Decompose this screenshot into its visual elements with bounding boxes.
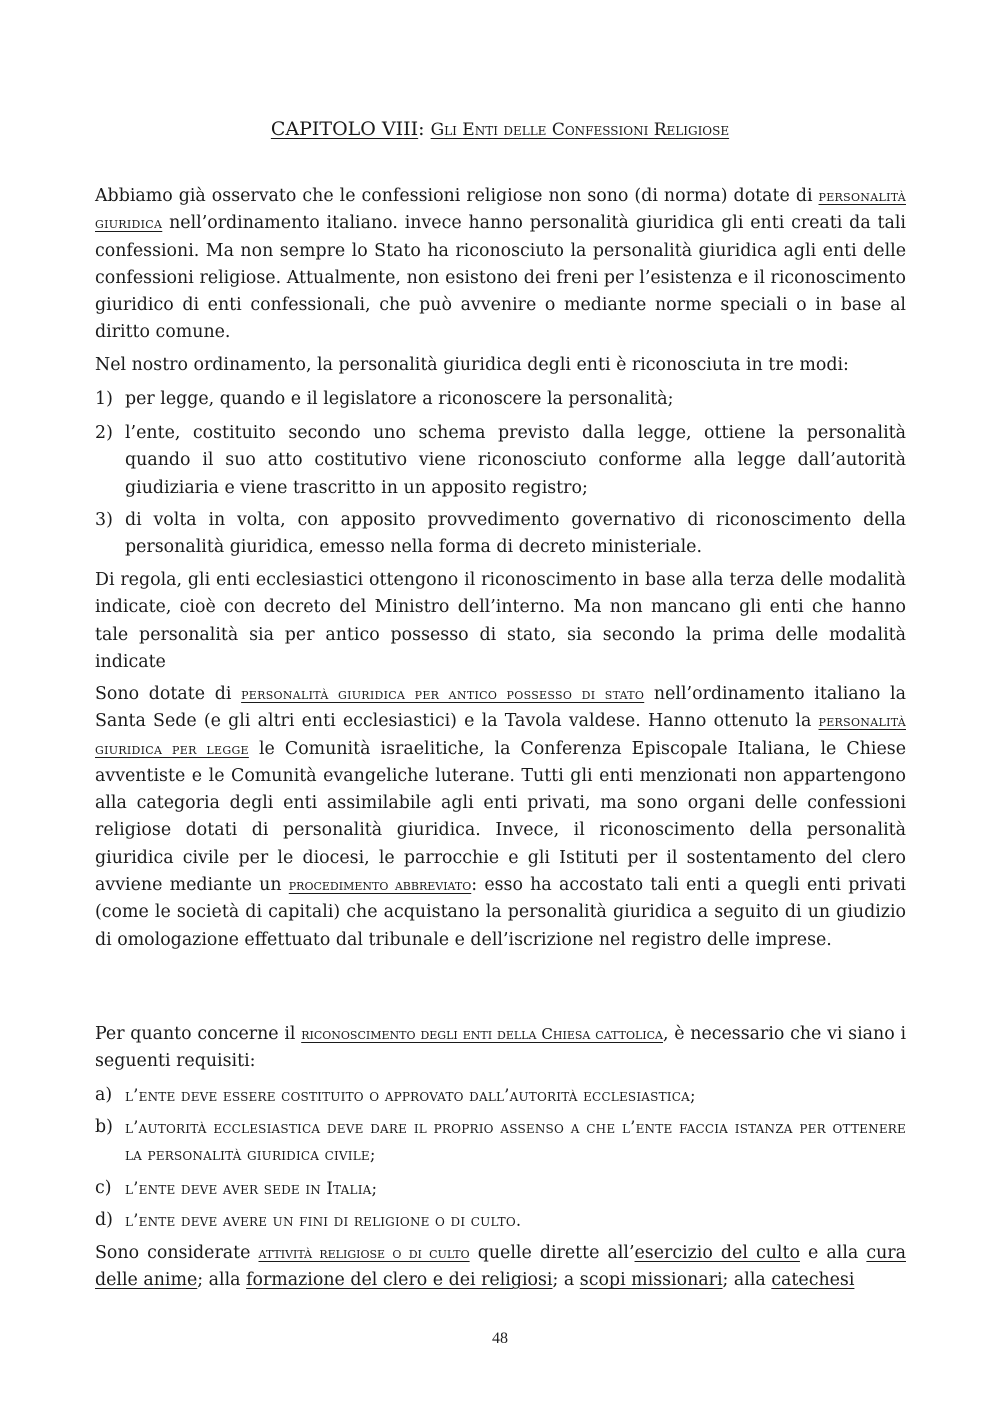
list-letter: b): [95, 1117, 113, 1137]
underlined-formazione-clero: formazione del clero e dei religiosi: [246, 1270, 553, 1291]
list-number: 1): [95, 389, 113, 409]
text-run: ; alla: [722, 1270, 772, 1291]
list-text: l’ente deve essere costituito o approvato dall’autorità ecclesiastica;: [125, 1086, 696, 1105]
text-run: e alla: [799, 1243, 867, 1263]
term-riconoscimento-enti: riconoscimento degli enti della Chiesa cattolica: [301, 1025, 663, 1043]
term-attivita-religiose: attività religiose o di culto: [258, 1244, 470, 1262]
list-text: l’autorità ecclesiastica deve dare il proprio assenso a che l’ente faccia istanza per ottenere la personalità giuridica civile;: [125, 1118, 906, 1165]
list-letter: d): [95, 1210, 113, 1230]
text-run: nell’ordinamento italiano la Santa Sede (e gli altri enti ecclesiastici) e la Tavola valdese. Hanno ottenuto la: [95, 684, 906, 732]
text-run: , è necessario che vi siano i seguenti requisiti:: [95, 1024, 907, 1072]
list-text: l’ente deve avere un fini di religione o di culto.: [125, 1211, 522, 1230]
chapter-title: [0, 118, 1000, 140]
text-run: : esso ha accostato tali enti a quegli enti privati (come le società di capitali) che acquistano la personalità giuridica a seguito di un giudizio di omologazione effettuato dal tribunale e dell’iscrizione nel registro delle imprese.: [95, 875, 906, 950]
list-letter: a): [95, 1085, 113, 1105]
list-number: 2): [95, 423, 113, 443]
underlined-esercizio-culto: esercizio del culto: [634, 1243, 800, 1263]
list-item-requirement-c: [95, 1175, 906, 1202]
list-number: 3): [95, 510, 113, 530]
underlined-scopi-missionari: scopi missionari: [579, 1270, 723, 1291]
paragraph-attivita-religiose: [95, 1240, 906, 1295]
chapter-subtitle: Gli Enti delle Confessioni Religiose: [430, 120, 730, 140]
paragraph-chiesa-cattolica: [95, 1021, 906, 1076]
list-item-requirement-b: [95, 1114, 906, 1169]
term-antico-possesso: personalità giuridica per antico possesso di stato: [241, 685, 645, 703]
term-per-legge: personalità giuridica per legge: [95, 712, 906, 758]
underlined-catechesi: catechesi: [771, 1270, 855, 1291]
text-run: Per quanto concerne il: [95, 1024, 302, 1044]
term-procedimento-abbreviato: procedimento abbreviato: [288, 876, 472, 895]
term-personalita-giuridica: personalità giuridica: [95, 187, 906, 233]
list-text: di volta in volta, con apposito provvedimento governativo di riconoscimento della personalità giuridica, emesso nella forma di decreto ministeriale.: [125, 510, 906, 558]
chapter-label: CAPITOLO VIII: [270, 118, 419, 140]
paragraph-enti-dotati: [95, 681, 906, 954]
text-run: quelle dirette all’: [469, 1243, 635, 1263]
paragraph-regola: Di regola, gli enti ecclesiastici ottengono il riconoscimento in base alla terza delle modalità indicate, cioè con decreto del Ministro dell’interno. Ma non mancano gli enti che hanno tale personalità sia per antico possesso di stato, sia secondo la prima delle modalità indicate: [95, 570, 906, 672]
list-text: l’ente deve aver sede in Italia;: [125, 1179, 378, 1198]
list-item-requirement-d: [95, 1207, 906, 1234]
text-run: ; a: [552, 1270, 580, 1291]
text-run: Abbiamo già osservato che le confessioni religiose non sono (di norma) dotate di: [95, 186, 819, 206]
paragraph-intro: [95, 183, 906, 347]
chapter-separator: :: [418, 118, 425, 140]
text-run: Sono dotate di: [95, 684, 242, 704]
list-item-requirement-a: [95, 1082, 906, 1109]
list-text: l’ente, costituito secondo uno schema previsto dalla legge, ottiene la personalità quando il suo atto costitutivo viene riconosciuto conforme alla legge dall’autorità giudiziaria e viene trascritto in un apposito registro;: [125, 423, 906, 498]
list-item-mode-3: [95, 507, 906, 562]
paragraph-modes-intro: Nel nostro ordinamento, la personalità giuridica degli enti è riconosciuta in tre modi:: [95, 355, 849, 375]
text-run: nell’ordinamento italiano. invece hanno personalità giuridica gli enti creati da tali confessioni. Ma non sempre lo Stato ha riconosciuto la personalità giuridica agli enti delle confessioni religiose. Attualmente, non esistono dei freni per l’esistenza e il riconoscimento giuridico di enti confessionali, che può avvenire o mediante norme speciali o in base al diritto comune.: [95, 213, 906, 343]
list-text: per legge, quando e il legislatore a riconoscere la personalità;: [125, 389, 674, 409]
underlined-cura-anime: cura delle anime: [95, 1243, 906, 1291]
list-item-mode-1: [95, 386, 906, 413]
text-run: Sono considerate: [95, 1243, 259, 1263]
list-letter: c): [95, 1178, 112, 1198]
page-number: 48: [492, 1330, 508, 1347]
text-run: le Comunità israelitiche, la Conferenza Episcopale Italiana, le Chiese avventiste e le Comunità evangeliche luterane. Tutti gli enti menzionati non appartengono alla categoria degli enti assimilabile agli enti privati, ma sono organi delle confessioni religiose dotati di personalità giuridica. Invece, il riconoscimento della personalità giuridica civile per le diocesi, le parrocchie e gli Istituti per il sostentamento del clero avviene mediante un: [95, 738, 907, 896]
list-item-mode-2: [95, 420, 906, 502]
text-run: ; alla: [197, 1270, 247, 1291]
